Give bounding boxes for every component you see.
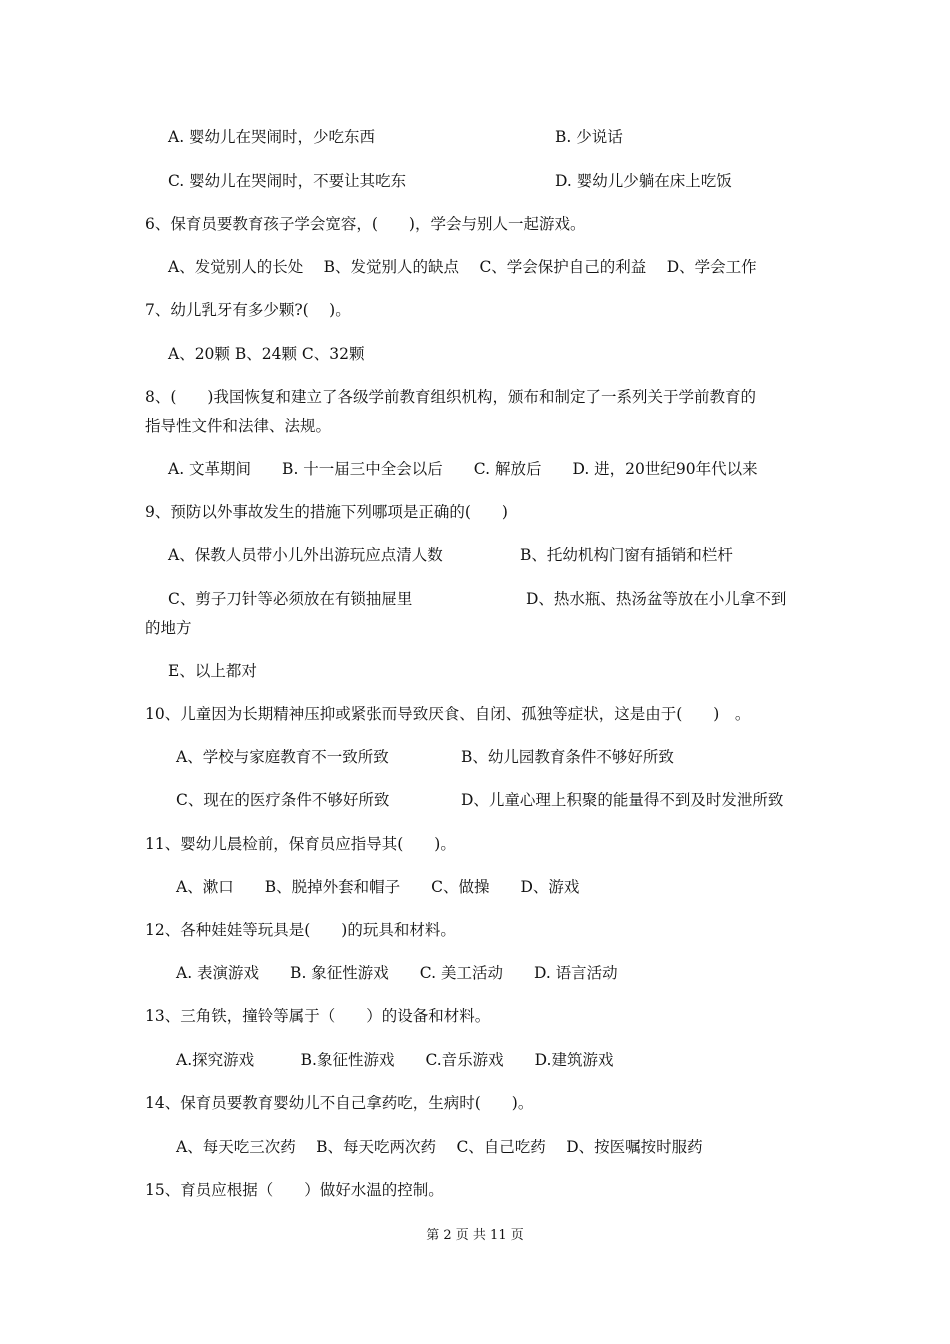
text-line: 8、( )我国恢复和建立了各级学前教育组织机构，颁布和制定了一系列关于学前教育的: [145, 388, 756, 406]
text-line: D、热水瓶、热汤盆等放在小儿拿不到: [526, 590, 787, 608]
text-line: A、20颗 B、24颗 C、32颗: [168, 345, 365, 363]
text-line: D. 婴幼儿少躺在床上吃饭: [555, 172, 732, 190]
text-line: B、幼儿园教育条件不够好所致: [461, 748, 674, 766]
text-line: B. 少说话: [555, 128, 623, 146]
text-line: A. 表演游戏 B. 象征性游戏 C. 美工活动 D. 语言活动: [176, 964, 618, 982]
text-line: 13、三角铁，撞铃等属于（ ）的设备和材料。: [145, 1007, 491, 1025]
text-line: D、儿童心理上积聚的能量得不到及时发泄所致: [461, 791, 784, 809]
text-line: 6、保育员要教育孩子学会宽容，( )，学会与别人一起游戏。: [145, 215, 586, 233]
text-line: A、保教人员带小儿外出游玩应点清人数: [168, 546, 443, 564]
text-line: 指导性文件和法律、法规。: [145, 417, 332, 435]
text-line: E、以上都对: [168, 662, 257, 680]
text-line: A. 婴幼儿在哭闹时，少吃东西: [168, 128, 376, 146]
text-line: A、漱口 B、脱掉外套和帽子 C、做操 D、游戏: [176, 878, 580, 896]
text-line: 10、儿童因为长期精神压抑或紧张而导致厌食、自闭、孤独等症状，这是由于( ) 。: [145, 705, 751, 723]
text-line: 12、各种娃娃等玩具是( )的玩具和材料。: [145, 921, 456, 939]
text-line: 15、育员应根据（ ）做好水温的控制。: [145, 1181, 444, 1199]
text-line: 9、预防以外事故发生的措施下列哪项是正确的( ): [145, 503, 508, 521]
text-line: C、剪子刀针等必须放在有锁抽屉里: [168, 590, 413, 608]
text-line: A、发觉别人的长处 B、发觉别人的缺点 C、学会保护自己的利益 D、学会工作: [168, 258, 757, 276]
page-footer: 第 2 页 共 11 页: [426, 1228, 524, 1243]
text-line: B、托幼机构门窗有插销和栏杆: [520, 546, 733, 564]
text-line: A.探究游戏 B.象征性游戏 C.音乐游戏 D.建筑游戏: [176, 1051, 614, 1069]
text-line: 7、幼儿乳牙有多少颗?( )。: [145, 301, 351, 319]
text-line: C、现在的医疗条件不够好所致: [176, 791, 390, 809]
text-line: A、学校与家庭教育不一致所致: [176, 748, 389, 766]
text-line: 11、婴幼儿晨检前，保育员应指导其( )。: [145, 835, 456, 853]
text-line: 的地方: [145, 619, 192, 637]
text-line: 14、保育员要教育婴幼儿不自己拿药吃，生病时( )。: [145, 1094, 534, 1112]
text-line: C. 婴幼儿在哭闹时，不要让其吃东: [168, 172, 407, 190]
text-line: A、每天吃三次药 B、每天吃两次药 C、自己吃药 D、按医嘱按时服药: [176, 1138, 703, 1156]
text-line: A. 文革期间 B. 十一届三中全会以后 C. 解放后 D. 进，20世纪90年代以来: [168, 460, 758, 478]
